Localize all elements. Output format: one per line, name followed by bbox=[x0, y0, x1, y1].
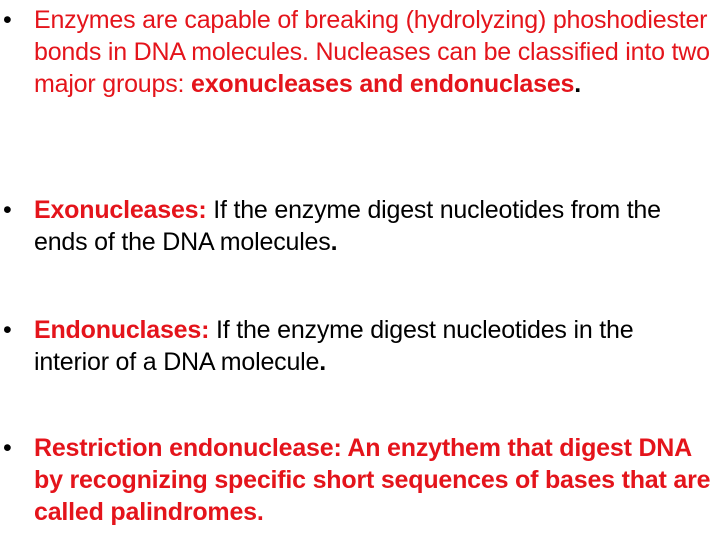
bullet-text bbox=[34, 4, 714, 100]
bullet-text bbox=[34, 194, 714, 258]
endonuclases-definition: If the enzyme digest nucleotides in the interior of a DNA molecule bbox=[34, 316, 634, 376]
intro-text: Enzymes are capable of breaking (hydrolyzing) phoshodiester bonds in DNA molecules. Nucleases can be classified into two major groups: bbox=[34, 6, 710, 98]
bullet-marker: • bbox=[3, 196, 12, 224]
exonucleases-term: Exonucleases: bbox=[34, 196, 207, 224]
bullet-marker: • bbox=[3, 6, 12, 34]
endonuclases-term: Endonuclases: bbox=[34, 316, 210, 344]
exonucleases-period: . bbox=[330, 228, 338, 256]
bullet-text bbox=[34, 314, 714, 378]
exonucleases-definition: If the enzyme digest nucleotides from the ends of the DNA molecules bbox=[34, 196, 661, 256]
restriction-endonuclease-text: Restriction endonuclease: An enzythem that digest DNA by recognizing specific short sequences of bases that are called palindromes. bbox=[34, 434, 711, 526]
intro-period: . bbox=[574, 70, 582, 98]
bullet-marker: • bbox=[3, 434, 12, 462]
endonuclases-period: . bbox=[319, 348, 326, 376]
nuclease-groups: exonucleases and endonuclases bbox=[191, 70, 575, 98]
bullet-marker: • bbox=[3, 316, 12, 344]
